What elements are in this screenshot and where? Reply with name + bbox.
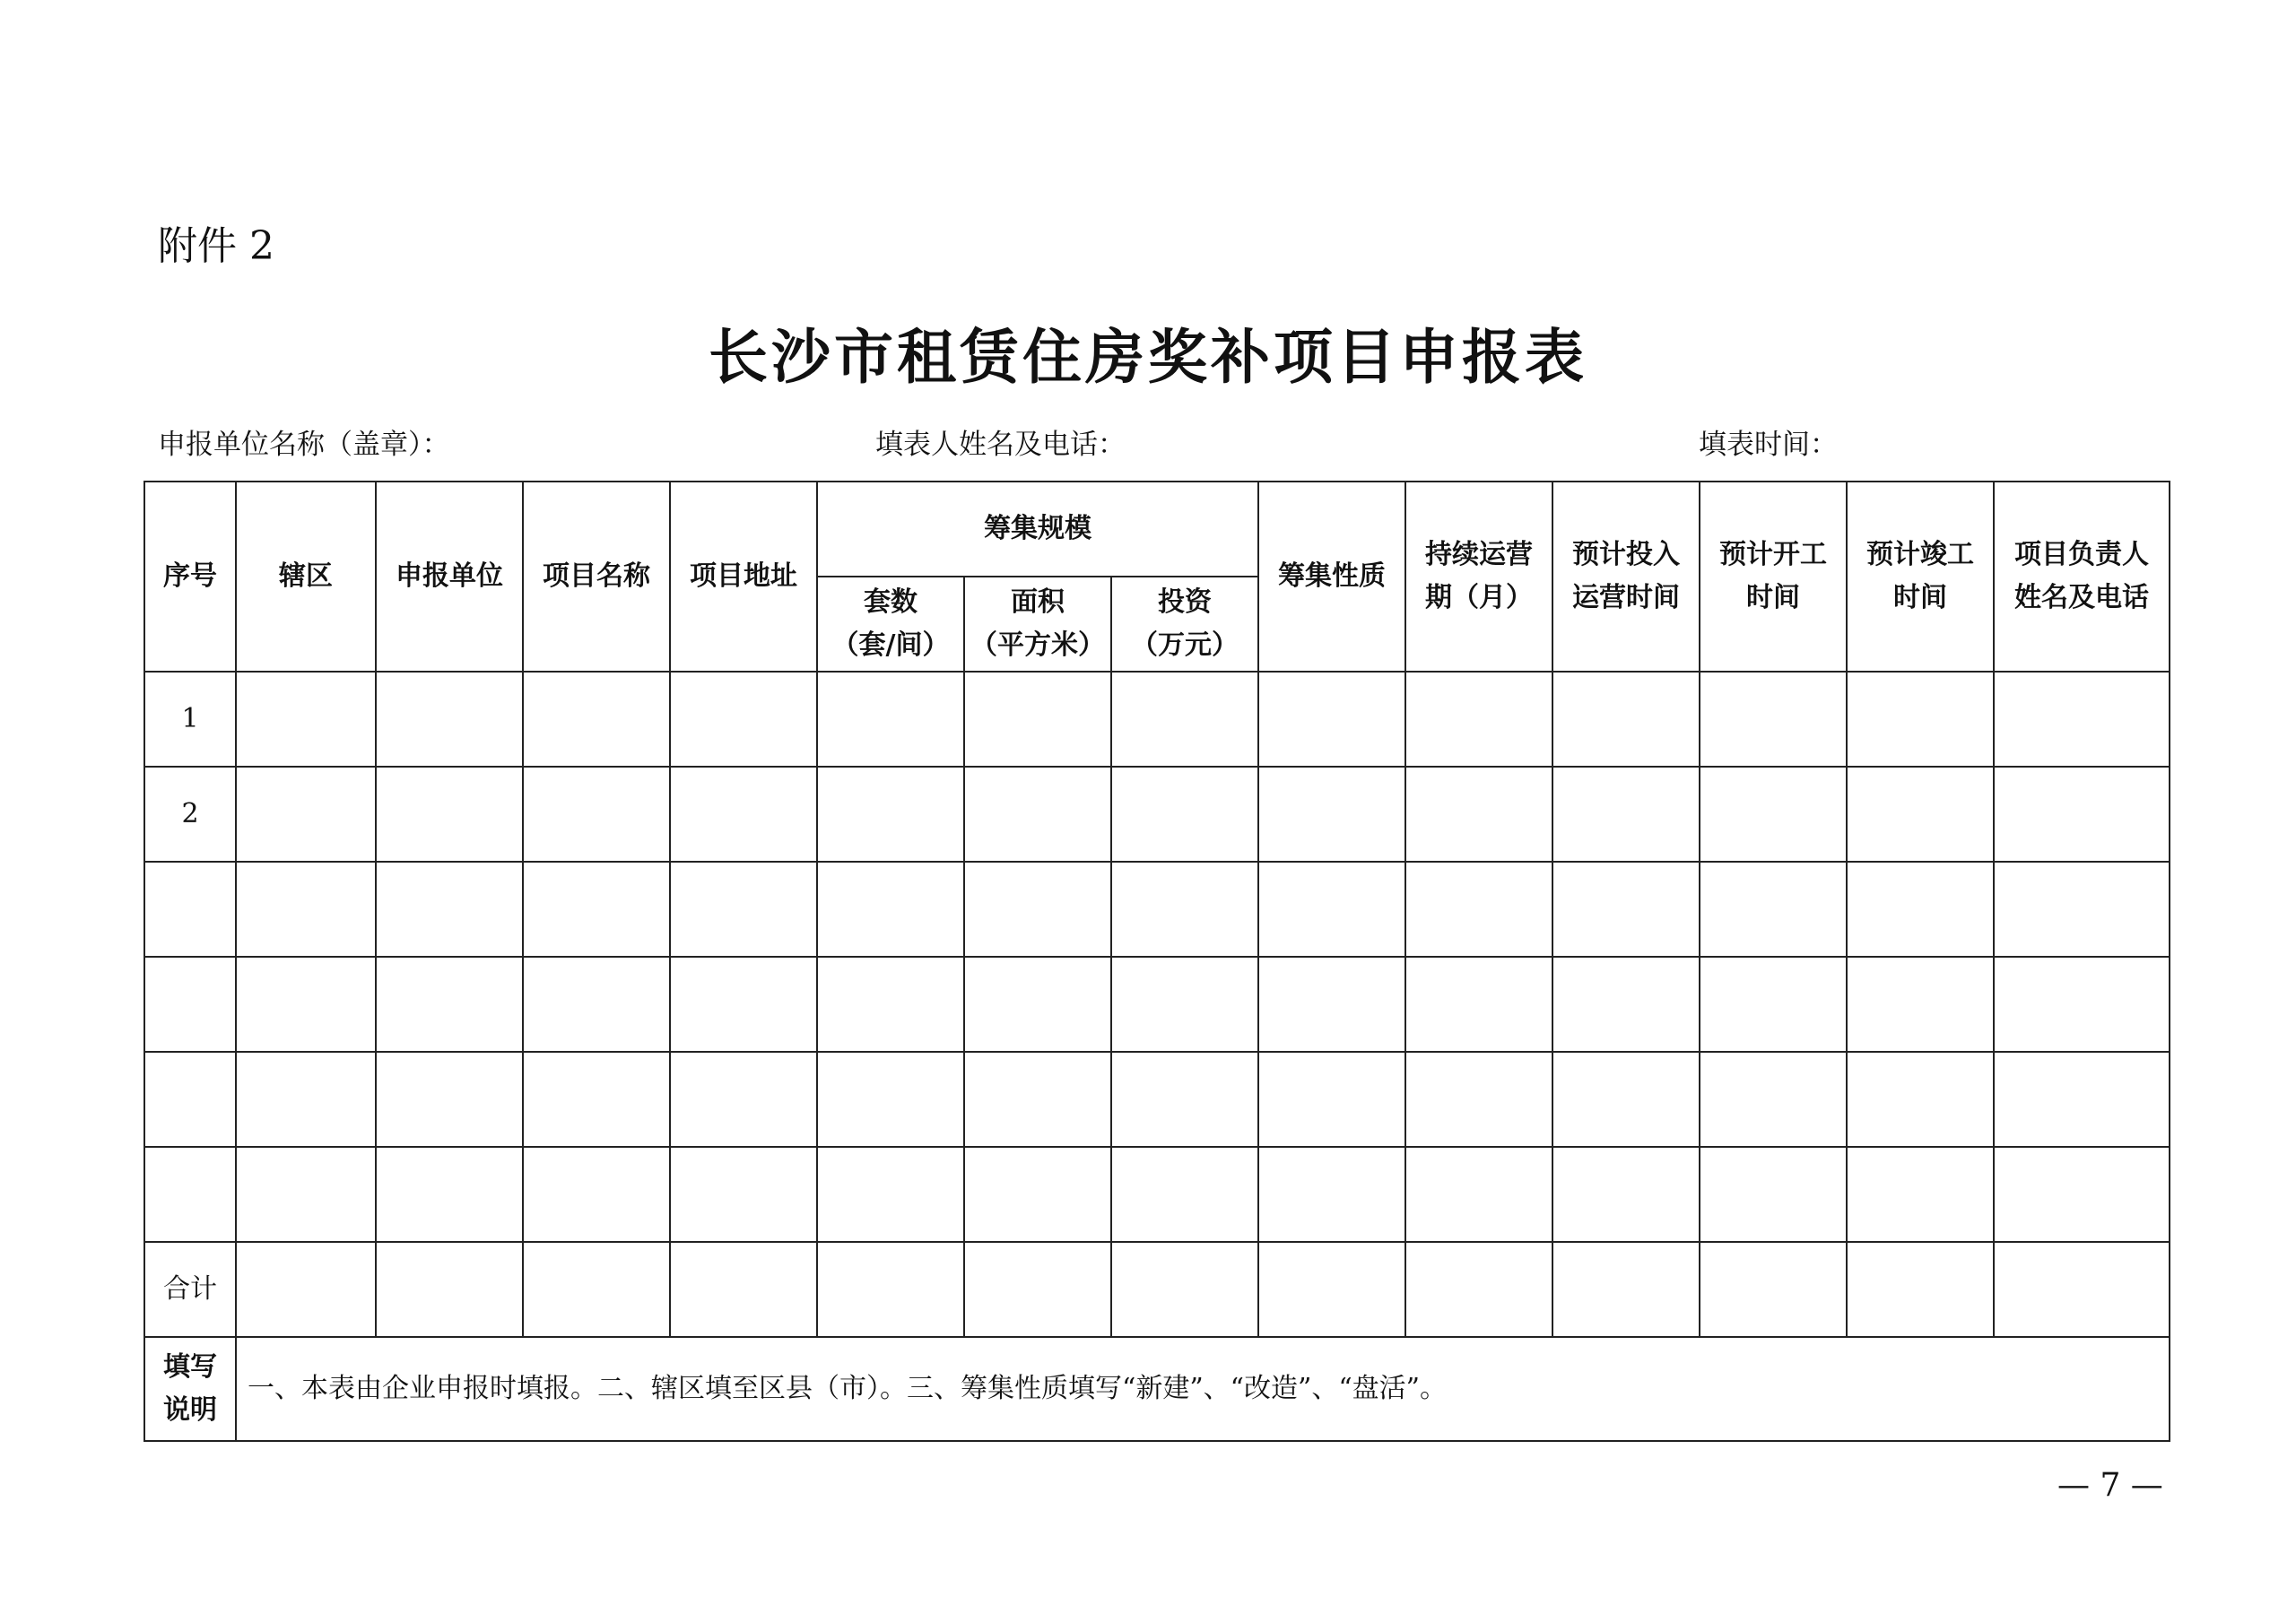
header-seq: 序号 (144, 482, 236, 672)
table-cell[interactable] (1111, 767, 1258, 862)
table-cell[interactable] (1258, 1242, 1405, 1337)
table-cell[interactable] (1847, 957, 1994, 1052)
row-seq (144, 957, 236, 1052)
table-cell[interactable] (236, 957, 376, 1052)
total-row (144, 1242, 2170, 1337)
attachment-label: 附件 2 (158, 223, 274, 269)
table-cell[interactable] (670, 1242, 817, 1337)
table-cell[interactable] (1258, 957, 1405, 1052)
table-cell[interactable] (1700, 672, 1847, 767)
note-label (144, 1337, 236, 1441)
header-investment-line2: （万元） (1131, 629, 1239, 661)
header-finish-time (1847, 482, 1994, 672)
table-cell[interactable] (1111, 957, 1258, 1052)
table-cell[interactable] (376, 1242, 523, 1337)
table-cell[interactable] (817, 767, 964, 862)
table-cell[interactable] (236, 1147, 376, 1242)
table-cell[interactable] (1552, 672, 1700, 767)
header-start-time (1700, 482, 1847, 672)
table-cell[interactable] (1552, 957, 1700, 1052)
table-cell[interactable] (376, 672, 523, 767)
table-cell[interactable] (523, 1147, 670, 1242)
note-label-line2: 说明 (163, 1394, 217, 1426)
table-cell[interactable] (1994, 862, 2170, 957)
table-cell[interactable] (1405, 672, 1552, 767)
table-cell[interactable] (376, 1147, 523, 1242)
table-cell[interactable] (964, 957, 1111, 1052)
table-cell[interactable] (1847, 1242, 1994, 1337)
table-cell[interactable] (817, 1052, 964, 1147)
table-cell[interactable] (670, 957, 817, 1052)
header-units-count (817, 577, 964, 672)
table-row (144, 1052, 2170, 1147)
table-cell[interactable] (1405, 767, 1552, 862)
header-scale: 筹集规模 (817, 482, 1258, 577)
table-cell[interactable] (964, 672, 1111, 767)
table-row (144, 672, 2170, 767)
table-cell[interactable] (1111, 672, 1258, 767)
table-row (144, 1147, 2170, 1242)
table-cell[interactable] (817, 957, 964, 1052)
row-seq (144, 862, 236, 957)
header-finish-time-line1: 预计竣工 (1866, 539, 1975, 570)
total-label: 合计 (144, 1242, 236, 1337)
table-cell[interactable] (523, 1052, 670, 1147)
table-cell[interactable] (236, 862, 376, 957)
table-cell[interactable] (376, 862, 523, 957)
table-cell[interactable] (1994, 1147, 2170, 1242)
table-cell[interactable] (523, 767, 670, 862)
table-cell[interactable] (1111, 1147, 1258, 1242)
table-cell[interactable] (1700, 1242, 1847, 1337)
header-contact (1994, 482, 2170, 672)
header-units-count-line1: 套数 (864, 586, 918, 618)
table-cell[interactable] (1552, 1242, 1700, 1337)
table-cell[interactable] (1994, 672, 2170, 767)
header-period-line1: 持续运营 (1425, 539, 1534, 570)
table-cell[interactable] (817, 1242, 964, 1337)
table-cell[interactable] (523, 1242, 670, 1337)
table-cell[interactable] (964, 1052, 1111, 1147)
table-cell[interactable] (1405, 1052, 1552, 1147)
header-finish-time-line2: 时间 (1893, 582, 1948, 613)
table-cell[interactable] (236, 1242, 376, 1337)
table-cell[interactable] (1405, 1147, 1552, 1242)
table-cell[interactable] (1847, 1147, 1994, 1242)
header-district: 辖区 (236, 482, 376, 672)
table-cell[interactable] (1258, 1147, 1405, 1242)
table-cell[interactable] (1847, 672, 1994, 767)
header-project-name: 项目名称 (523, 482, 670, 672)
table-cell[interactable] (1994, 767, 2170, 862)
table-cell[interactable] (817, 1147, 964, 1242)
table-cell[interactable] (964, 1147, 1111, 1242)
table-cell[interactable] (523, 862, 670, 957)
table-cell[interactable] (1111, 1052, 1258, 1147)
meta-date: 填表时间： (1699, 429, 1838, 461)
header-investment-line1: 投资 (1158, 586, 1213, 618)
table-cell[interactable] (817, 672, 964, 767)
table-cell[interactable] (1700, 767, 1847, 862)
table-cell[interactable] (376, 767, 523, 862)
table-cell[interactable] (1258, 1052, 1405, 1147)
header-op-time-line2: 运营时间 (1572, 582, 1681, 613)
header-op-time (1552, 482, 1700, 672)
table-cell[interactable] (1405, 1242, 1552, 1337)
table-cell[interactable] (236, 1052, 376, 1147)
row-seq: 1 (144, 672, 236, 767)
table-cell[interactable] (670, 862, 817, 957)
table-cell[interactable] (523, 957, 670, 1052)
header-contact-line2: 姓名及电话 (2014, 582, 2150, 613)
table-cell[interactable] (1994, 957, 2170, 1052)
table-cell[interactable] (1552, 862, 1700, 957)
table-cell[interactable] (1847, 1052, 1994, 1147)
table-cell[interactable] (670, 1147, 817, 1242)
header-op-time-line1: 预计投入 (1572, 539, 1681, 570)
header-contact-line1: 项目负责人 (2014, 539, 2150, 570)
header-project-address: 项目地址 (670, 482, 817, 672)
table-cell[interactable] (523, 672, 670, 767)
header-nature: 筹集性质 (1258, 482, 1405, 672)
table-cell[interactable] (1700, 1052, 1847, 1147)
table-cell[interactable] (1552, 1147, 1700, 1242)
table-cell[interactable] (964, 1242, 1111, 1337)
table-cell[interactable] (1405, 957, 1552, 1052)
table-cell[interactable] (1994, 1242, 2170, 1337)
table-cell[interactable] (817, 862, 964, 957)
table-cell[interactable] (1258, 862, 1405, 957)
table-cell[interactable] (1111, 1242, 1258, 1337)
table-cell[interactable] (1552, 1052, 1700, 1147)
table-cell[interactable] (376, 957, 523, 1052)
table-cell[interactable] (1405, 862, 1552, 957)
row-seq (144, 1052, 236, 1147)
row-seq (144, 1147, 236, 1242)
header-start-time-line2: 时间 (1746, 582, 1801, 613)
header-period-line2: 期（月） (1425, 582, 1534, 613)
meta-filler: 填表人姓名及电话： (875, 429, 1126, 461)
note-label-line1: 填写 (163, 1351, 217, 1383)
data-rows (144, 672, 2170, 1242)
table-row (144, 862, 2170, 957)
table-cell[interactable] (1847, 767, 1994, 862)
header-period (1405, 482, 1552, 672)
table-cell[interactable] (1258, 767, 1405, 862)
table-cell[interactable] (1258, 672, 1405, 767)
table-cell[interactable] (1700, 957, 1847, 1052)
application-table (144, 481, 2170, 1442)
note-row (144, 1337, 2170, 1441)
table-row (144, 957, 2170, 1052)
form-title: 长沙市租赁住房奖补项目申报表 (709, 322, 1587, 392)
table-row (144, 767, 2170, 862)
meta-unit: 申报单位名称（盖章）： (158, 429, 450, 461)
header-row-1 (144, 482, 2170, 577)
row-seq: 2 (144, 767, 236, 862)
table-cell[interactable] (236, 767, 376, 862)
table-cell[interactable] (236, 672, 376, 767)
table-cell[interactable] (1111, 862, 1258, 957)
header-area-line2: （平方米） (970, 629, 1105, 661)
table-cell[interactable] (1700, 1147, 1847, 1242)
table-cell[interactable] (670, 1052, 817, 1147)
table-cell[interactable] (670, 672, 817, 767)
header-unit: 申报单位 (376, 482, 523, 672)
table-cell[interactable] (1994, 1052, 2170, 1147)
table-cell[interactable] (1847, 862, 1994, 957)
note-text: 一、本表由企业申报时填报。二、辖区填至区县（市）。三、筹集性质填写“新建”、“改造”、“盘活”。 (236, 1337, 2170, 1441)
table-cell[interactable] (670, 767, 817, 862)
header-units-count-line2: （套/间） (831, 629, 950, 661)
header-start-time-line1: 预计开工 (1719, 539, 1828, 570)
table-cell[interactable] (376, 1052, 523, 1147)
table-cell[interactable] (964, 862, 1111, 957)
header-area-line1: 面积 (1011, 586, 1065, 618)
page-number: — 7 — (2057, 1467, 2163, 1504)
table-cell[interactable] (1552, 767, 1700, 862)
table-cell[interactable] (964, 767, 1111, 862)
header-area (964, 577, 1111, 672)
header-investment (1111, 577, 1258, 672)
table-cell[interactable] (1700, 862, 1847, 957)
